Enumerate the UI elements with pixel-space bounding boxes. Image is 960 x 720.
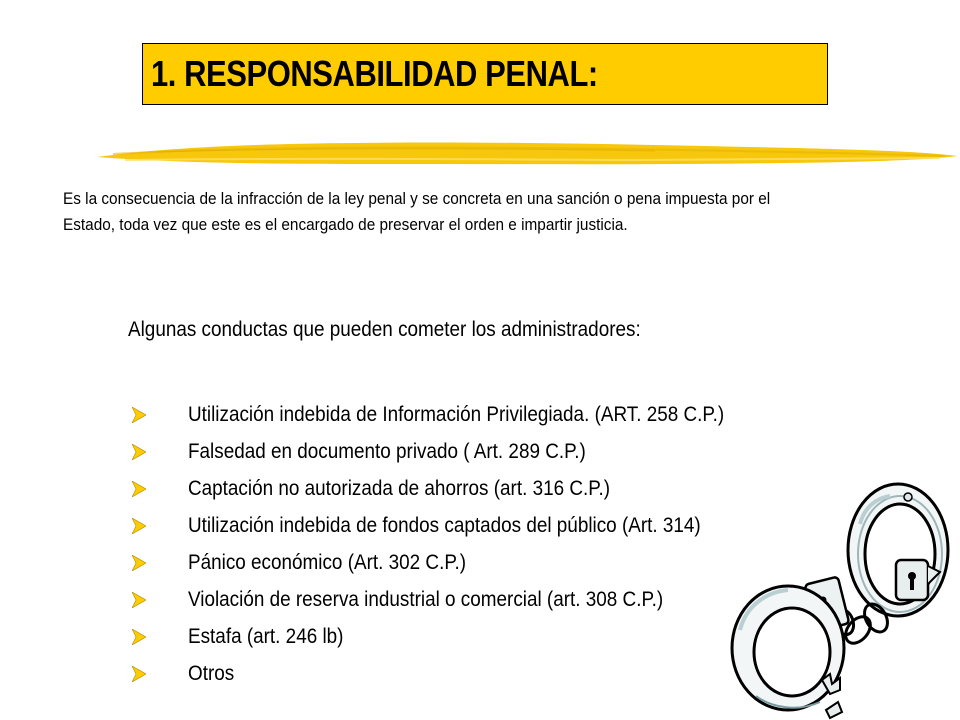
list-item	[132, 655, 784, 692]
list-item	[132, 433, 784, 470]
list-item-text: Utilización indebida de Información Privilegiada. (ART. 258 C.P.)	[188, 402, 725, 426]
list-item	[132, 618, 784, 655]
arrow-bullet-icon	[132, 592, 146, 608]
conduct-list	[132, 396, 784, 692]
list-item	[132, 396, 784, 433]
list-item-text: Captación no autorizada de ahorros (art. 316 C.P.)	[188, 476, 611, 500]
list-item	[132, 544, 784, 581]
list-item-text: Otros	[188, 661, 235, 685]
list-item-text: Pánico económico (Art. 302 C.P.)	[188, 550, 467, 574]
title-box	[142, 43, 828, 105]
arrow-bullet-icon	[132, 444, 146, 460]
yellow-brush-stroke	[95, 130, 960, 180]
arrow-bullet-icon	[132, 407, 146, 423]
arrow-bullet-icon	[132, 518, 146, 534]
list-item-text: Utilización indebida de fondos captados del público (Art. 314)	[188, 513, 701, 537]
list-item-text: Falsedad en documento privado ( Art. 289 C.P.)	[188, 439, 586, 463]
list-item	[132, 507, 784, 544]
list-heading: Algunas conductas que pueden cometer los administradores:	[128, 318, 641, 341]
arrow-bullet-icon	[132, 629, 146, 645]
handcuffs-icon	[726, 480, 960, 720]
list-item	[132, 581, 784, 618]
arrow-bullet-icon	[132, 666, 146, 682]
arrow-bullet-icon	[132, 481, 146, 497]
list-item	[132, 470, 784, 507]
slide-title: 1. RESPONSABILIDAD PENAL:	[151, 53, 598, 94]
list-item-text: Estafa (art. 246 lb)	[188, 624, 344, 648]
intro-paragraph: Es la consecuencia de la infracción de la ley penal y se concreta en una sanción o pena impuesta por el Estado, toda vez que este es el encargado de preservar el orden e impartir justicia.	[63, 190, 771, 234]
arrow-bullet-icon	[132, 555, 146, 571]
list-item-text: Violación de reserva industrial o comercial (art. 308 C.P.)	[188, 587, 664, 611]
